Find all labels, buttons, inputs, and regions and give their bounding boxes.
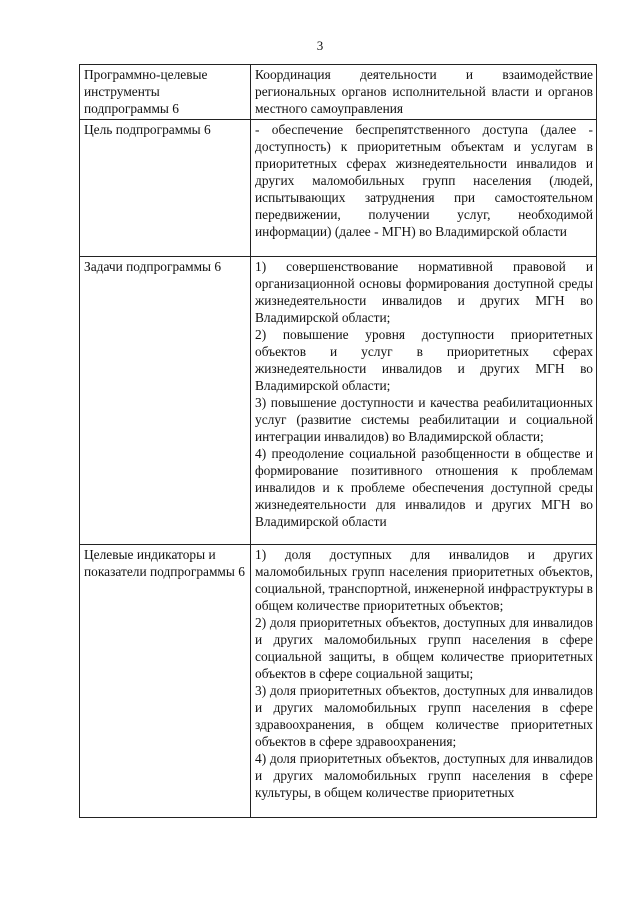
value-goal: - обеспечение беспрепятственного доступа (далее - доступность) к приоритетным объектам и услугам в приоритетных сферах жизнедеятельности инвалидов и других маломобильных групп населения (людей, испытывающих затруднения при самостоятельном передвижении, получении услуг, необходимой информации) (далее - МГН) во Владимирской области <box>251 120 597 257</box>
label-tasks: Задачи подпрограммы 6 <box>80 257 251 545</box>
value-tasks <box>251 257 597 545</box>
task-item: 3) повышение доступности и качества реабилитационных услуг (развитие системы реабилитации и социальной интеграции инвалидов) во Владимирской области; <box>255 395 593 444</box>
task-item: 4) преодоление социальной разобщенности в обществе и формирование позитивного отношения к проблемам инвалидов и к проблеме обеспечения доступной среды жизнедеятельности для инвалидов и других МГН во Владимирской области <box>255 446 593 529</box>
table-row-tasks <box>80 257 597 545</box>
indicator-item: 1) доля доступных для инвалидов и других маломобильных групп населения приоритетных объектов, социальной, транспортной, инженерной инфраструктуры в общем количестве приоритетных объектов; <box>255 547 593 613</box>
task-item: 1) совершенствование нормативной правовой и организационной основы формирования доступной среды жизнедеятельности инвалидов и других МГН во Владимирской области; <box>255 259 593 325</box>
label-indicators: Целевые индикаторы и показатели подпрограммы 6 <box>80 545 251 818</box>
indicator-item: 3) доля приоритетных объектов, доступных для инвалидов и других маломобильных групп населения в сфере здравоохранения, в общем количестве приоритетных объектов в сфере здравоохранения; <box>255 683 593 749</box>
table-row-indicators <box>80 545 597 818</box>
indicator-item: 2) доля приоритетных объектов, доступных для инвалидов и других маломобильных групп населения в сфере социальной защиты, в общем количестве приоритетных объектов в сфере социальной защиты; <box>255 615 593 681</box>
value-indicators <box>251 545 597 818</box>
task-item: 2) повышение уровня доступности приоритетных объектов и услуг в приоритетных сферах жизнедеятельности инвалидов и других МГН во Владимирской области; <box>255 327 593 393</box>
indicator-item: 4) доля приоритетных объектов, доступных для инвалидов и других маломобильных групп населения в сфере культуры, в общем количестве приоритетных <box>255 751 593 800</box>
label-goal: Цель подпрограммы 6 <box>80 120 251 257</box>
table-row-tools <box>80 65 597 120</box>
table-row-goal <box>80 120 597 257</box>
value-tools: Координация деятельности и взаимодействие региональных органов исполнительной власти и органов местного самоуправления <box>251 65 597 120</box>
page-number: 3 <box>316 38 324 53</box>
subprogram-passport-table <box>79 64 597 818</box>
label-tools: Программно-целевые инструменты подпрограммы 6 <box>80 65 251 120</box>
